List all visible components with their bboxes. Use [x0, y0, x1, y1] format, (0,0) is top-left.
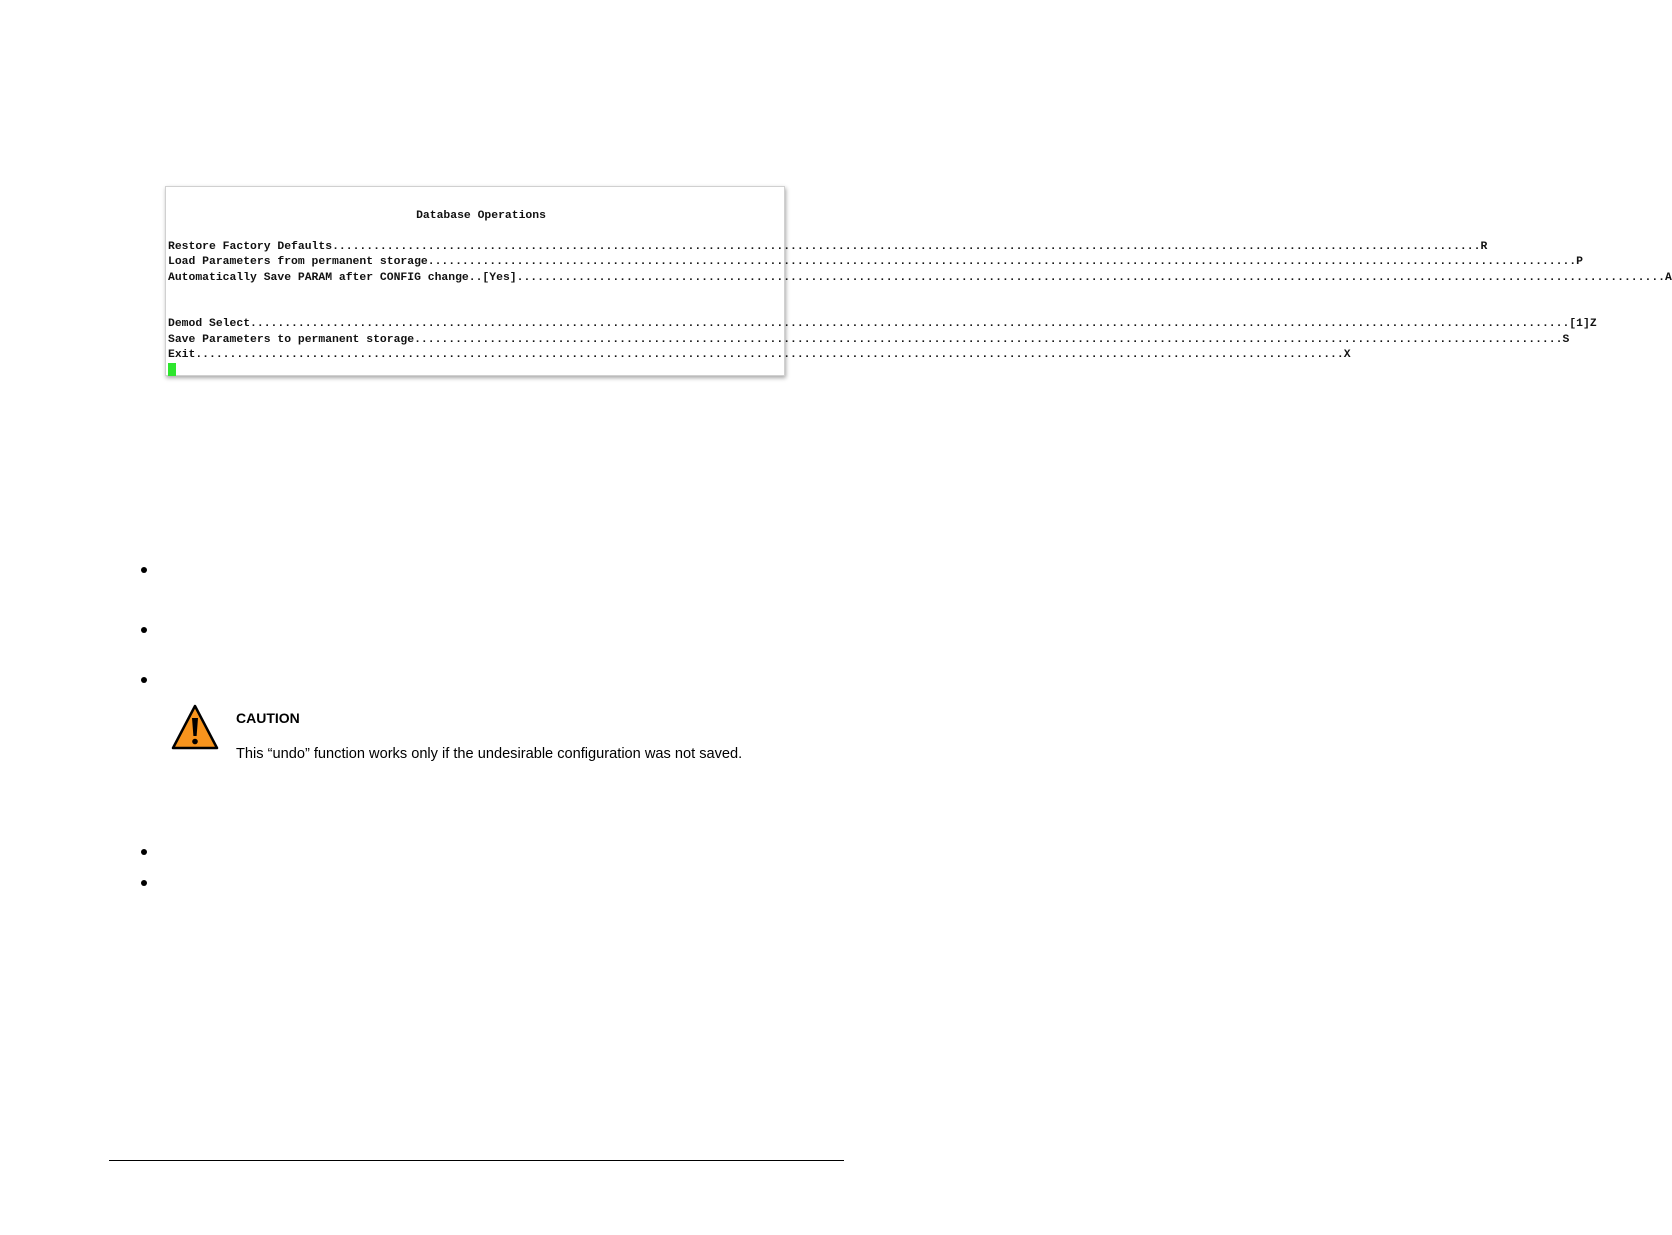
terminal-title: Database Operations — [416, 210, 546, 222]
leader-dots — [195, 348, 1343, 362]
menu-item-key: X — [1343, 349, 1351, 361]
menu-item-auto-save-param[interactable] — [168, 271, 1672, 285]
menu-item-key: P — [1576, 256, 1583, 268]
menu-item-key: R — [1480, 241, 1488, 253]
leader-dots — [517, 271, 1665, 285]
menu-item-label: Load Parameters from permanent storage — [168, 256, 428, 268]
menu-item-exit[interactable] — [168, 348, 1351, 362]
leader-dots — [414, 333, 1562, 347]
bullet-point — [141, 627, 147, 633]
menu-item-save-parameters[interactable] — [168, 333, 1570, 347]
menu-item-restore-factory-defaults[interactable] — [168, 240, 1488, 254]
bullet-point — [141, 567, 147, 573]
leader-dots-mid: ......................... ..... — [250, 317, 1569, 331]
caution-text: This “undo” function works only if the undesirable configuration was not saved. — [236, 746, 743, 762]
bullet-point — [141, 677, 147, 683]
leader-dots — [332, 240, 1480, 254]
menu-item-demod-select[interactable] — [168, 317, 1597, 331]
menu-item-key: A — [1665, 272, 1672, 284]
menu-item-label: Exit — [168, 349, 196, 361]
menu-item-load-parameters[interactable] — [168, 255, 1583, 269]
menu-item-label: Demod Select — [168, 318, 251, 330]
warning-triangle-icon — [171, 704, 219, 750]
menu-item-value: [1] — [1569, 318, 1590, 330]
menu-item-key: Z — [1589, 318, 1597, 330]
terminal-cursor — [168, 363, 176, 376]
menu-item-label: Automatically Save PARAM after CONFIG change..[Yes] — [168, 272, 517, 284]
menu-item-label: Save Parameters to permanent storage — [168, 334, 415, 346]
terminal-window — [165, 186, 1672, 376]
caution-title: CAUTION — [236, 710, 300, 726]
leader-dots — [428, 255, 1576, 269]
menu-item-key: S — [1562, 334, 1570, 346]
bullet-point — [141, 880, 147, 886]
menu-item-label: Restore Factory Defaults — [168, 241, 333, 253]
bullet-point — [141, 849, 147, 855]
footer-rule — [109, 1160, 844, 1161]
